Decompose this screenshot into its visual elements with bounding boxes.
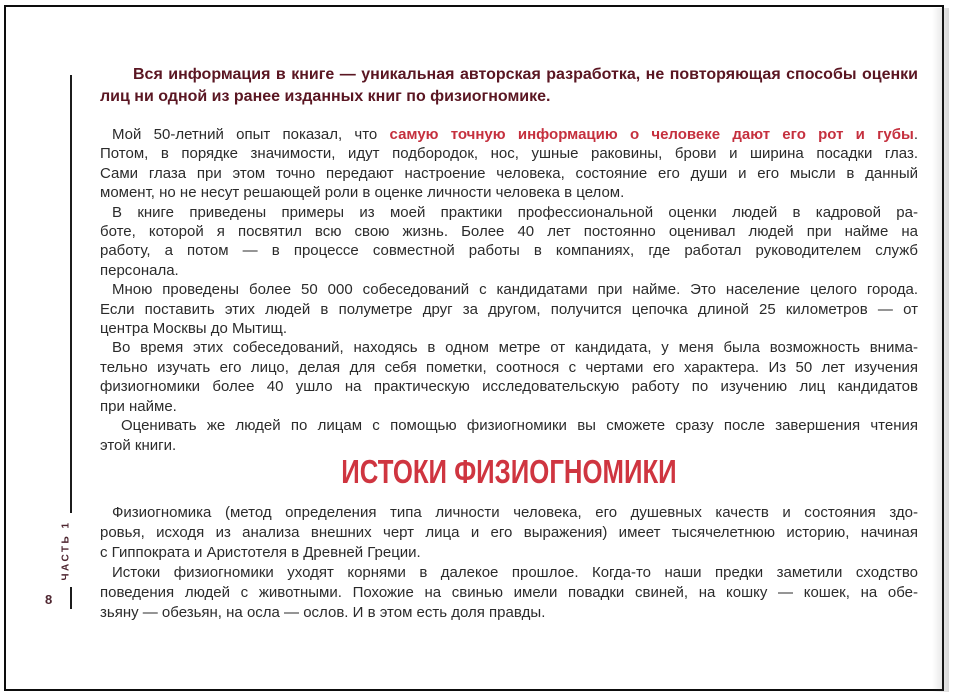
text-line xyxy=(100,64,918,86)
text-line xyxy=(100,436,918,455)
text-line xyxy=(100,300,918,319)
text-line xyxy=(100,416,918,435)
text-segment: поведения людей с животными. Похожие на свинью имели повадки свиней, на кошку — кошек, на обе- xyxy=(100,584,918,601)
text-line xyxy=(100,338,918,357)
text-line xyxy=(100,583,918,603)
text-segment: Оценивать же людей по лицам с помощью физиогномики вы сможете сразу после завершения чтения xyxy=(121,417,918,435)
text-line xyxy=(100,397,918,416)
chapter-label-text: ЧАСТЬ 1 xyxy=(60,519,72,581)
text-segment: Во время этих собеседований, находясь в одном метре от кандидата, у меня была возможность внима- xyxy=(112,339,918,357)
text-segment: ровья, исходя из анализа внешних черт лица и его выражения) имеет тысячелетнюю историю, начиная xyxy=(100,524,918,541)
text-segment: Сами глаза при этом точно передают настроение человека, состояние его души и его мысли в данный xyxy=(100,164,918,182)
text-segment: момент, но не несут решающей роли в оценке личности человека в целом. xyxy=(100,184,625,202)
text-segment: зьяну — обезьян, на осла — ослов. И в этом есть доля правды. xyxy=(100,604,546,621)
text-segment: Истоки физиогномики уходят корнями в далекое прошлое. Когда-то наши предки заметили сходство xyxy=(112,564,918,581)
lead-paragraph xyxy=(100,64,918,108)
text-line xyxy=(100,319,918,338)
text-line xyxy=(100,203,918,222)
text-line xyxy=(100,183,918,202)
text-segment: Физиогномика (метод определения типа личности человека, его душевных качеств и состояния здо- xyxy=(112,504,918,521)
text-segment: физиогномики более 40 ушло на практическую исследовательскую работу по изучению лиц кандидатов xyxy=(100,378,918,396)
text-line xyxy=(100,261,918,280)
text-line xyxy=(100,377,918,396)
chapter-rule-upper xyxy=(70,75,72,513)
text-line xyxy=(100,164,918,183)
text-segment: при найме. xyxy=(100,397,177,415)
text-line xyxy=(100,241,918,260)
text-segment: Если поставить этих людей в полуметре друг за другом, получится цепочка длиной 25 километров — от xyxy=(100,300,918,318)
body-text-lower xyxy=(100,503,918,623)
text-segment: боте, которой я посвятил всю свою жизнь. Более 40 лет постоянно оценивал людей при найме на xyxy=(100,223,918,241)
text-segment: Потом, в порядке значимости, идут подбородок, нос, ушные раковины, брови и ширина посадки глаз. xyxy=(100,145,918,163)
text-segment: центра Москвы до Мытищ. xyxy=(100,320,288,338)
text-line xyxy=(100,144,918,163)
section-heading xyxy=(100,454,918,490)
text-line xyxy=(100,563,918,583)
text-line xyxy=(100,503,918,523)
text-segment: лиц ни одной из ранее изданных книг по физиогномике. xyxy=(100,88,551,105)
text-segment: этой книги. xyxy=(100,436,177,454)
text-line xyxy=(100,523,918,543)
text-segment: с Гиппократа и Аристотеля в Древней Греции. xyxy=(100,544,421,561)
text-line xyxy=(100,280,918,299)
section-heading-text: ИСТОКИ ФИЗИОГНОМИКИ xyxy=(341,453,677,490)
text-line xyxy=(100,358,918,377)
text-line xyxy=(100,86,918,108)
text-segment: Мой 50-летний опыт показал, что xyxy=(112,126,390,143)
chapter-rule-lower xyxy=(70,587,72,609)
page-number: 8 xyxy=(45,592,53,607)
text-line xyxy=(100,222,918,241)
text-segment: персонала. xyxy=(100,261,179,279)
body-text-upper xyxy=(100,125,918,455)
text-segment: Мною проведены более 50 000 собеседований с кандидатами при найме. Это население целого города. xyxy=(112,281,918,299)
text-segment: . xyxy=(913,126,918,143)
text-segment: работу, а потом — в процессе совместной работы в компаниях, где работал руководителем служб xyxy=(100,242,918,260)
text-line xyxy=(100,543,918,563)
highlighted-text: самую точную информацию о человеке дают его рот и губы xyxy=(389,126,914,143)
text-line xyxy=(100,125,918,144)
text-segment: тельно изучать его лицо, делая для себя пометки, соотнося с чертами его характера. Из 50 лет изучения xyxy=(100,358,918,376)
text-line xyxy=(100,603,918,623)
text-segment: Вся информация в книге — уникальная авторская разработка, не повторяющая способы оценки xyxy=(133,66,918,83)
chapter-label xyxy=(52,519,80,581)
text-segment: В книге приведены примеры из моей практики профессиональной оценки людей в кадровой ра- xyxy=(112,203,918,221)
